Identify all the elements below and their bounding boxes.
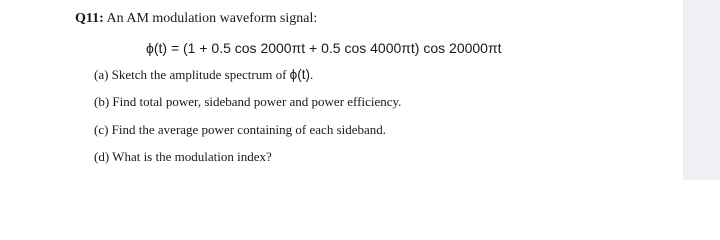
question-part-a: [94, 66, 313, 84]
question-prompt: An AM modulation waveform signal:: [106, 11, 318, 26]
question-number: Q11:: [75, 11, 104, 26]
question-heading: [75, 10, 317, 28]
question-part-c: [94, 121, 386, 139]
part-a-suffix: .: [309, 67, 314, 82]
question-part-b: [94, 93, 401, 111]
part-a-text: (a) Sketch the amplitude spectrum of: [94, 67, 287, 82]
part-b-text: (b) Find total power, sideband power and power efficiency.: [94, 94, 402, 109]
modulation-equation: ϕ(t) = (1 + 0.5 cos 2000πt + 0.5 cos 4000πt) cos 20000πt: [146, 40, 502, 56]
part-c-text: (c) Find the average power containing of each sideband.: [94, 122, 387, 137]
question-part-d: [94, 148, 272, 166]
part-a-math: ϕ(t): [289, 67, 310, 82]
part-d-text: (d) What is the modulation index?: [94, 149, 272, 164]
side-panel: [683, 0, 720, 180]
